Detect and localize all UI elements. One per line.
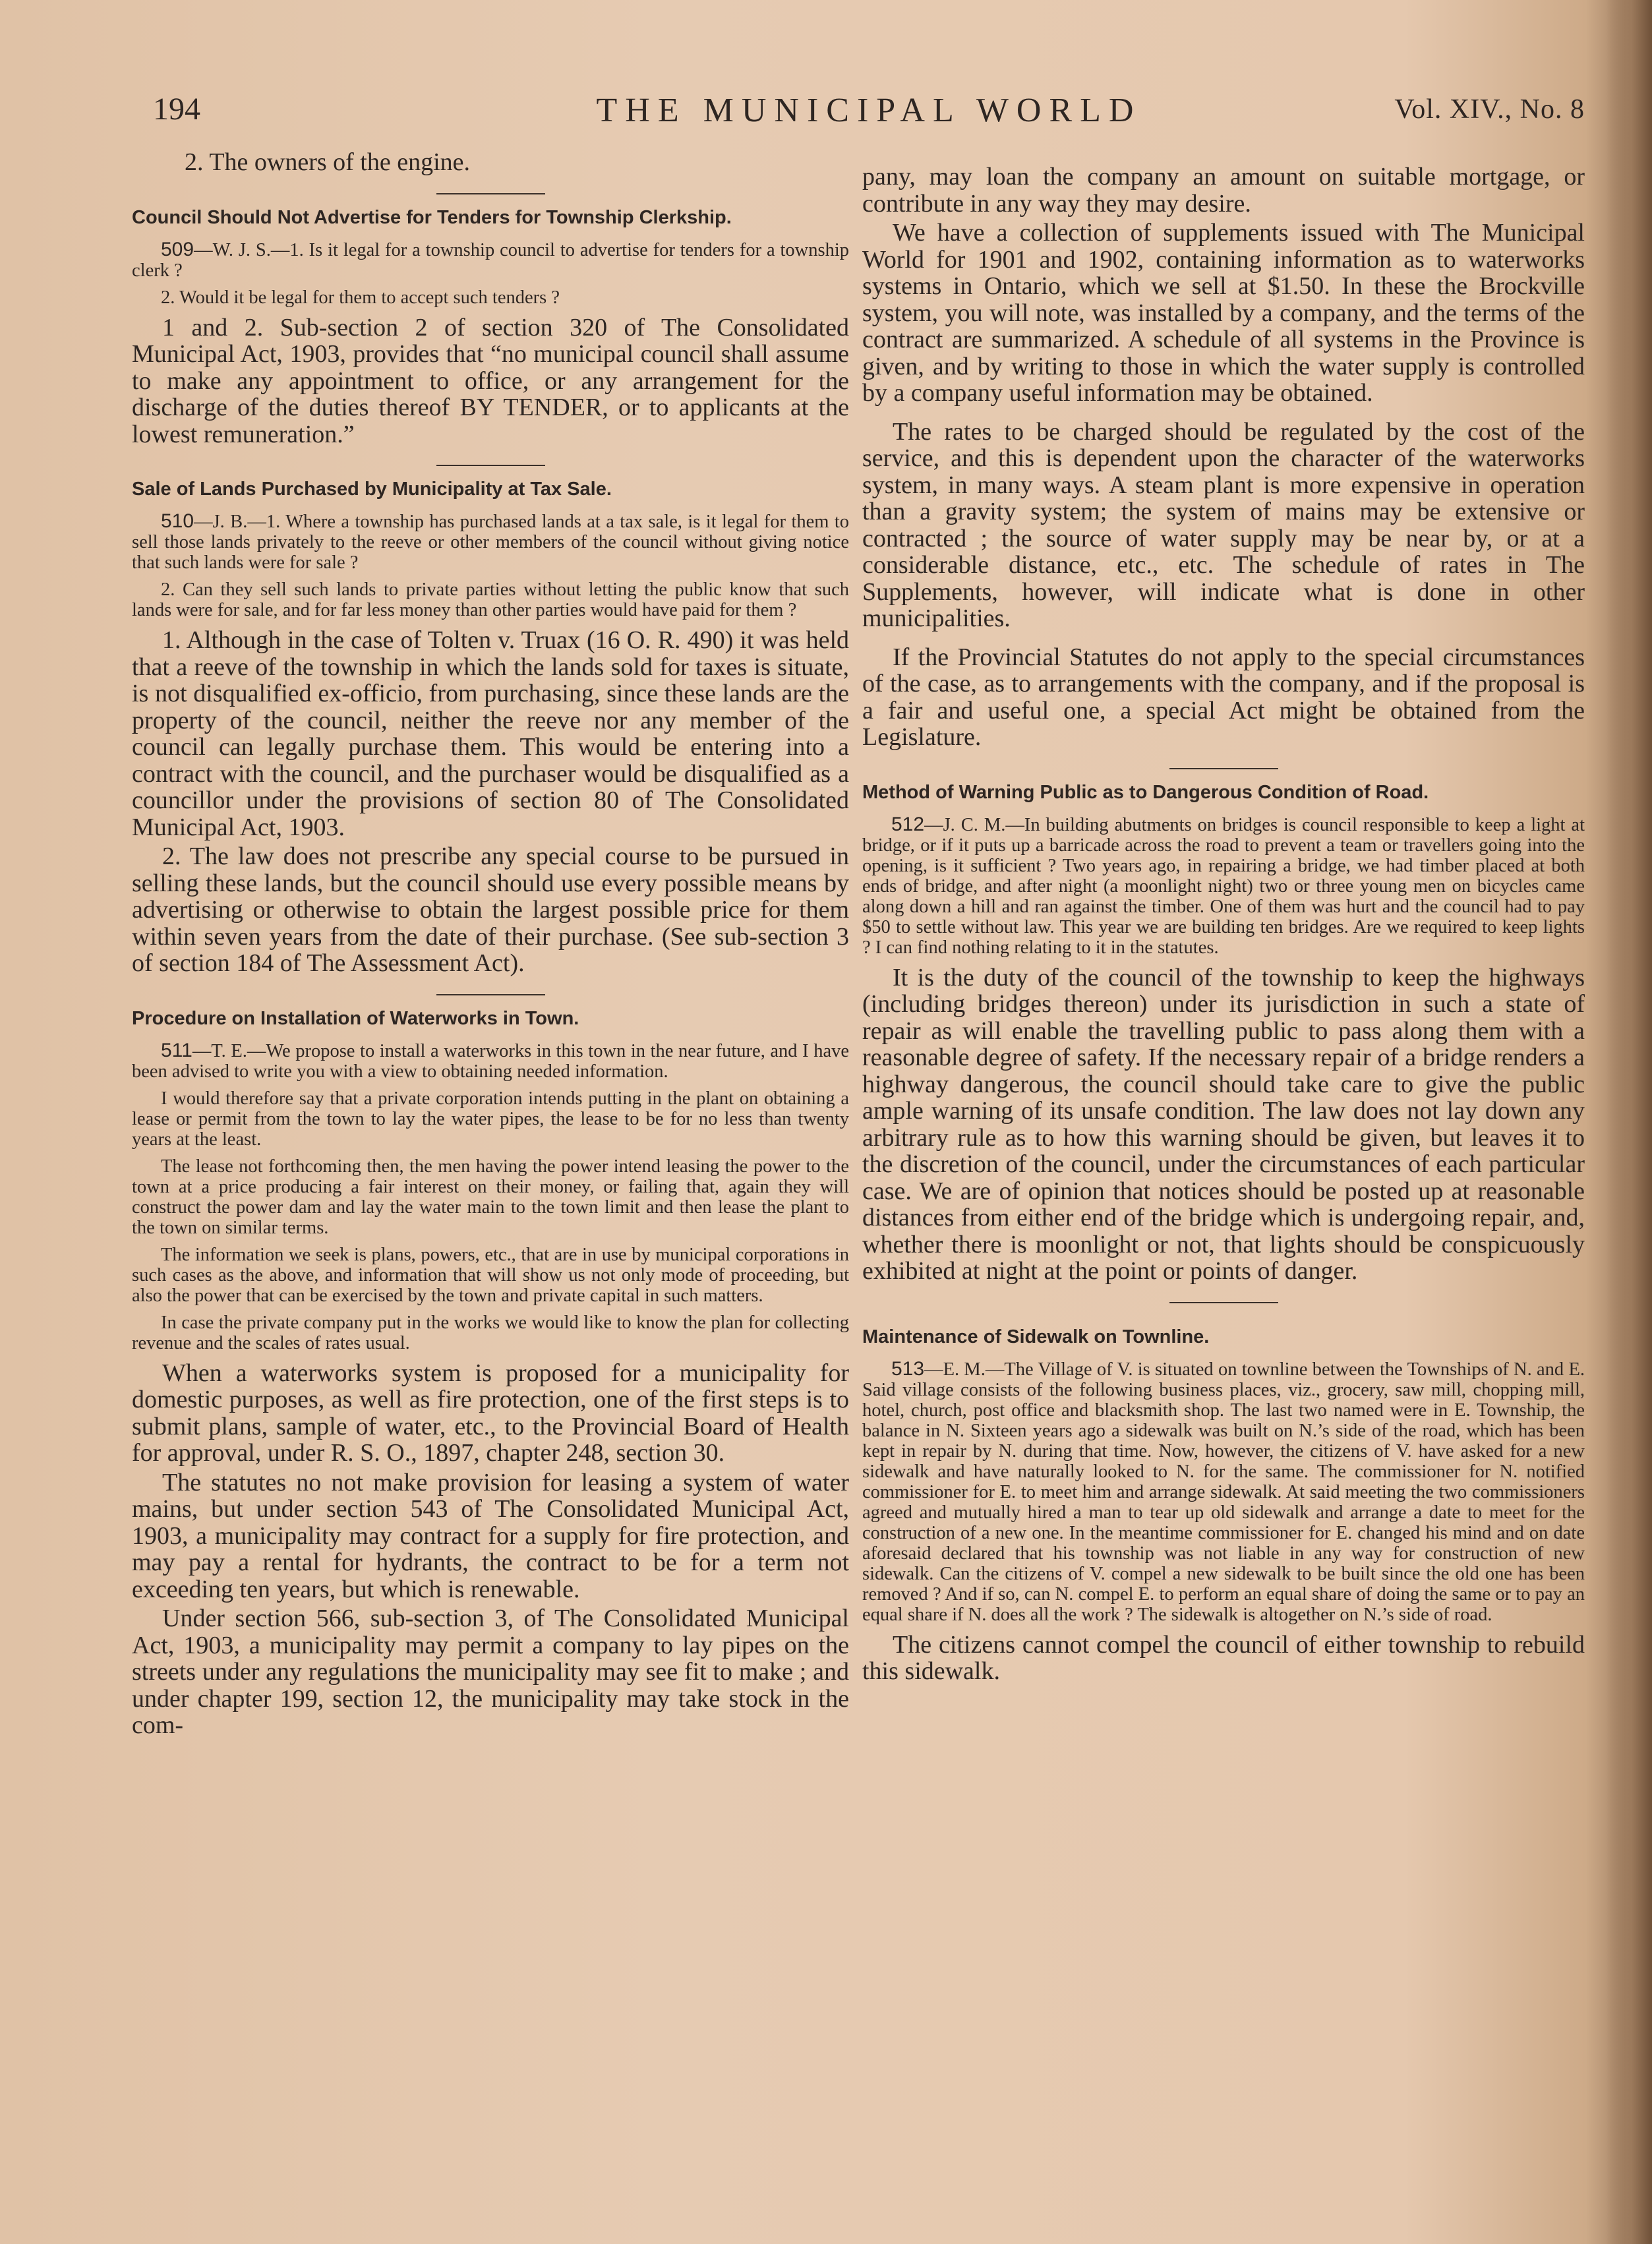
right-column bbox=[862, 163, 1585, 1688]
continued-answer-511-part-2: We have a collection of supplements issued with The Municipal World for 1901 and 1902, containing information as to waterworks systems in Ontario, which we sell at $1.50. In these the Brockville system, you will note, was installed by a company, and the terms of the contract are summarized. A schedule of all systems in the Province is given, and by writing to those in which the water supply is controlled by a company useful information may be obtained. bbox=[862, 219, 1585, 407]
answer-511-part-1: When a waterworks system is proposed for a municipality for domestic purposes, as well as fire protection, one of the first steps is to submit plans, sample of water, etc., to the Provincial Board of Health for approval, under R. S. O., 1897, chapter 248, section 30. bbox=[132, 1359, 849, 1467]
section-rule bbox=[436, 994, 545, 995]
answer-511-part-3: Under section 566, sub-section 3, of The Consolidated Municipal Act, 1903, a municipality may permit a company to lay pipes on the streets under any regulations the municipality may see fit to make ; and under chapter 199, section 12, the municipality may take stock in the com- bbox=[132, 1605, 849, 1739]
query-number: 510 bbox=[161, 510, 194, 532]
section-heading-513: Maintenance of Sidewalk on Townline. bbox=[862, 1326, 1210, 1347]
query-text: —J. B.—1. Where a township has purchased lands at a tax sale, is it legal for them to sell those lands privately to the reeve or other members of the council without giving notice that such lands were for sale ? bbox=[132, 512, 849, 573]
query-510 bbox=[132, 511, 849, 573]
answer-510-part-1: 1. Although in the case of Tolten v. Truax (16 O. R. 490) it was held that a reeve of the township in which the lands sold for taxes is situate, is not disqualified ex-officio, from purchasing, since these lands are the property of the council, neither the reeve nor any member of the council can legally purchase them. This would be entering into a contract with the council, and the purchaser would be disqualified as a councillor under the provisions of section 80 of The Consolidated Municipal Act, 1903. bbox=[132, 626, 849, 841]
continued-answer-511-part-4: If the Provincial Statutes do not apply to the special circumstances of the case, as to arrangements with the company, and if the proposal is a fair and useful one, a special Act might be obtained from the Legislature. bbox=[862, 643, 1585, 751]
query-number: 513 bbox=[891, 1357, 925, 1380]
query-512 bbox=[862, 814, 1585, 958]
section-rule bbox=[1169, 1302, 1278, 1303]
query-510-part-2: 2. Can they sell such lands to private parties without letting the public know that such lands were for sale, and for far less money than other parties would have paid for them ? bbox=[132, 579, 849, 620]
section-rule bbox=[1169, 768, 1278, 769]
query-number: 512 bbox=[891, 813, 925, 835]
query-text: —E. M.—The Village of V. is situated on townline between the Townships of N. and E. Said village consists of the following business places, viz., grocery, saw mill, chopping mill, hotel, church, post office and blacksmith shop. The last two named were in E. Township, the balance in N. Sixteen years ago a sidewalk was built on N.’s side of the road, which has been kept in repair by N. during that time. Now, however, the citizens of V. have asked for a new sidewalk and have naturally looked to N. for the same. The commissioner for N. notified commissioner for E. to meet him and arrange sidewalk. At said meeting the two commissioners agreed and mutually hired a man to tear up old sidewalk and arrange a date to meet for the construction of a new one. In the meantime commissioner for E. changed his mind and on date aforesaid declared that his township was not liable in any way for construction of new sidewalk. Can the citizens of V. compel a new sidewalk to be built since the old one has been removed ? And if so, can N. compel E. to perform an equal share of doing the same or to pay an equal share if N. does all the work ? The sidewalk is altogether on N.’s side of road. bbox=[862, 1359, 1585, 1625]
section-heading-511: Procedure on Installation of Waterworks in Town. bbox=[132, 1007, 579, 1029]
query-text: —W. J. S.—1. Is it legal for a township council to advertise for tenders for a township clerk ? bbox=[132, 239, 849, 281]
query-text: —J. C. M.—In building abutments on bridges is council responsible to keep a light at bridge, or if it puts up a barricade across the road to prevent a team or travellers going into the opening, is it sufficient ? Two years ago, in repairing a bridge, we had timber placed at both ends of bridge, and after night (a moonlight night) two or three young men on bicycles came along down a hill and ran against the timber. One of them was hurt and the council had to pay $50 to settle without law. This year we are building ten bridges. Are we required to keep lights ? I can find nothing relating to it in the statutes. bbox=[862, 814, 1585, 958]
query-511-part-3: The lease not forthcoming then, the men having the power intend leasing the power to the town at a price producing a fair interest on their money, or failing that, again they will construct the power dam and lay the water main to the town limit and then lease the plant to the town on similar terms. bbox=[132, 1156, 849, 1238]
volume-number: Vol. XIV., No. 8 bbox=[1394, 94, 1585, 125]
publication-title: THE MUNICIPAL WORLD bbox=[596, 92, 1142, 129]
left-column bbox=[132, 149, 849, 1742]
page-header bbox=[153, 91, 1585, 137]
query-text: —T. E.—We propose to install a waterworks in this town in the near future, and I have been advised to write you with a view to obtaining needed information. bbox=[132, 1040, 849, 1082]
query-511 bbox=[132, 1040, 849, 1082]
query-number: 509 bbox=[161, 238, 194, 260]
section-heading-510: Sale of Lands Purchased by Municipality at Tax Sale. bbox=[132, 479, 612, 500]
query-511-part-2: I would therefore say that a private corporation intends putting in the plant on obtaining a lease or permit from the town to lay the water pipes, the lease to be for no less than twenty years at the least. bbox=[132, 1088, 849, 1150]
query-509 bbox=[132, 239, 849, 281]
continued-answer-511-part-3: The rates to be charged should be regulated by the cost of the service, and this is dependent upon the character of the waterworks system, in many ways. A steam plant is more expensive in operation than a gravity system; the system of mains may be extensive or contracted ; the source of water supply may be near by, or at a considerable distance, etc., etc. The schedule of rates in The Supplements, however, will indicate what is done in other municipalities. bbox=[862, 417, 1585, 632]
query-511-part-4: The information we seek is plans, powers, etc., that are in use by municipal corporations in such cases as the above, and information that will show us not only mode of proceeding, but also the power that can be exercised by the town and private capital in such matters. bbox=[132, 1244, 849, 1306]
intro-line: 2. The owners of the engine. bbox=[185, 148, 471, 176]
query-number: 511 bbox=[161, 1039, 192, 1061]
query-513 bbox=[862, 1359, 1585, 1625]
answer-509: 1 and 2. Sub-section 2 of section 320 of The Consolidated Municipal Act, 1903, provides that “no municipal council shall assume to make any appointment to office, or any arrangement for the discharge of the duties thereof BY TENDER, or to applicants at the lowest remuneration.” bbox=[132, 313, 849, 448]
page-number: 194 bbox=[153, 92, 200, 127]
book-spine-shadow bbox=[1606, 0, 1652, 2244]
query-511-part-5: In case the private company put in the works we would like to know the plan for collecting revenue and the scales of rates usual. bbox=[132, 1312, 849, 1353]
continued-answer-511-part-1: pany, may loan the company an amount on suitable mortgage, or contribute in any way they may desire. bbox=[862, 163, 1585, 218]
section-heading-512: Method of Warning Public as to Dangerous Condition of Road. bbox=[862, 781, 1429, 803]
section-rule bbox=[436, 193, 545, 194]
section-rule bbox=[436, 465, 545, 466]
answer-511-part-2: The statutes no not make provision for leasing a system of water mains, but under section 543 of The Consolidated Municipal Act, 1903, a municipality may contract for a supply for fire protection, and may pay a rental for hydrants, the contract to be for a term not exceeding ten years, but which is renewable. bbox=[132, 1468, 849, 1603]
answer-510-part-2: 2. The law does not prescribe any special course to be pursued in selling these lands, but the council should use every possible means by advertising or otherwise to obtain the largest possible price for them within seven years from the date of their purchase. (See sub-section 3 of section 184 of The Assessment Act). bbox=[132, 842, 849, 977]
query-509-part-2: 2. Would it be legal for them to accept such tenders ? bbox=[161, 287, 560, 308]
section-heading-509: Council Should Not Advertise for Tenders for Township Clerkship. bbox=[132, 206, 732, 228]
answer-513: The citizens cannot compel the council of either township to rebuild this sidewalk. bbox=[862, 1630, 1585, 1685]
answer-512: It is the duty of the council of the township to keep the highways (including bridges thereon) under its jurisdiction in such a state of repair as will enable the travelling public to pass along them with a reasonable degree of safety. If the necessary repair of a bridge renders a highway dangerous, the council should take care to give the public ample warning of its unsafe condition. The law does not lay down any arbitrary rule as to how this warning should be given, but leaves it to the discretion of the council, under the circumstances of each particular case. We are of opinion that notices should be posted up at reasonable distances from either end of the bridge which is undergoing repair, and, whether there is moonlight or not, that lights should be conspicuously exhibited at night at the point or points of danger. bbox=[862, 963, 1585, 1285]
